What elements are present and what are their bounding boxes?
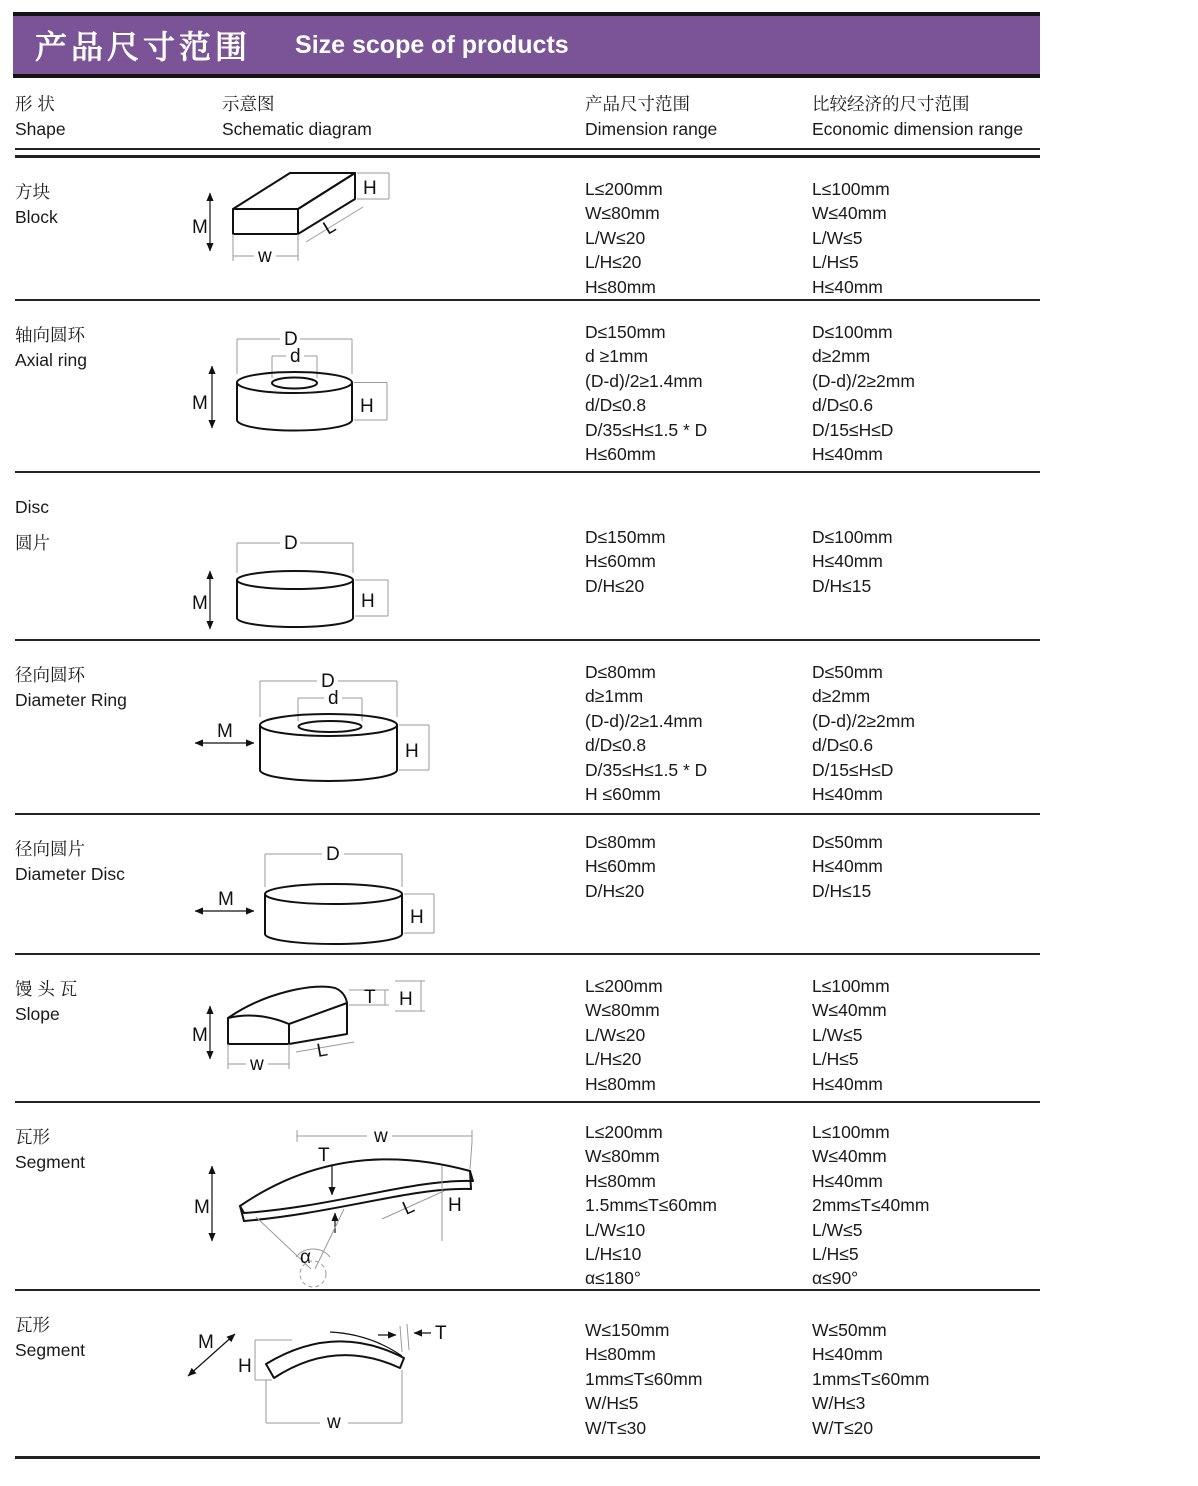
text-line: L/W≤20 xyxy=(585,1024,646,1045)
text-line: Diameter Ring xyxy=(15,690,127,710)
text-line: D/H≤15 xyxy=(812,880,872,901)
text-line: W≤40mm xyxy=(812,1146,887,1167)
text-line: H≤40mm xyxy=(812,784,883,805)
table-row-slope xyxy=(15,955,1040,1103)
text-line: 1mm≤T≤60mm xyxy=(585,1368,703,1389)
text-line: d≥2mm xyxy=(812,346,871,367)
label-M: M xyxy=(218,889,234,910)
dimension-range xyxy=(585,301,812,471)
label-D: D xyxy=(284,533,298,554)
text-line: H≤40mm xyxy=(812,551,883,572)
page-header xyxy=(13,12,1040,78)
shape-label xyxy=(15,955,222,1101)
economic-range xyxy=(812,1103,1040,1291)
text-line: W/T≤30 xyxy=(585,1417,647,1438)
label-w: w xyxy=(250,1054,264,1075)
economic-range xyxy=(812,1291,1040,1456)
text-line: α≤90° xyxy=(812,1268,859,1289)
text-line: H≤40mm xyxy=(812,1073,883,1094)
table-row-diameter-ring xyxy=(15,641,1040,815)
economic-range xyxy=(812,815,1040,953)
text-line: d/D≤0.6 xyxy=(812,395,874,416)
dimension-range xyxy=(585,473,812,639)
text-line: L/H≤10 xyxy=(585,1244,642,1265)
text-line: L/H≤20 xyxy=(585,252,642,273)
label-D: D xyxy=(321,671,335,692)
label-T: T xyxy=(364,987,376,1008)
label-M: M xyxy=(217,721,233,742)
text-line: L/H≤20 xyxy=(585,1049,642,1070)
text-line: H≤40mm xyxy=(812,276,883,297)
page-title-en: Size scope of products xyxy=(295,30,569,59)
text-line: H≤40mm xyxy=(812,856,883,877)
text-line: D≤50mm xyxy=(812,662,883,682)
text-line: H≤40mm xyxy=(812,1344,883,1365)
text-line: 1mm≤T≤60mm xyxy=(812,1368,930,1389)
table-row-disc xyxy=(15,473,1040,641)
text-line: d/D≤0.8 xyxy=(585,395,647,416)
text-line: 瓦形 xyxy=(15,1127,50,1147)
text-line: W/H≤5 xyxy=(585,1393,639,1414)
label-H: H xyxy=(360,396,374,417)
economic-range xyxy=(812,955,1040,1101)
text-line: 1.5mm≤T≤60mm xyxy=(585,1195,718,1216)
label-M: M xyxy=(192,217,208,238)
header-divider xyxy=(15,148,1040,158)
text-line: L/W≤5 xyxy=(812,1219,863,1240)
text-line: d/D≤0.6 xyxy=(812,735,874,756)
text-line: (D-d)/2≥1.4mm xyxy=(585,710,703,731)
text-line: L≤100mm xyxy=(812,1122,890,1142)
shape-label xyxy=(15,641,222,813)
text-line: H≤80mm xyxy=(585,276,656,297)
text-line: W/T≤20 xyxy=(812,1417,874,1438)
label-L: L xyxy=(315,1039,330,1062)
text-line: W≤40mm xyxy=(812,203,887,224)
label-D: D xyxy=(326,844,340,865)
text-line: L/W≤20 xyxy=(585,227,646,248)
label-d: d xyxy=(328,688,339,709)
text-line: 轴向圆环 xyxy=(15,325,85,345)
text-line: L/H≤5 xyxy=(812,1244,859,1265)
dimension-range xyxy=(585,955,812,1101)
label-M: M xyxy=(192,593,208,614)
label-H: H xyxy=(405,741,419,762)
text-line: 2mm≤T≤40mm xyxy=(812,1195,930,1216)
text-line: (D-d)/2≥2mm xyxy=(812,710,915,731)
text-line: D≤100mm xyxy=(812,322,893,342)
text-line: L≤200mm xyxy=(585,976,663,996)
text-line: L/H≤5 xyxy=(812,1049,859,1070)
table-row-segment-3d xyxy=(15,1103,1040,1291)
text-line: W≤150mm xyxy=(585,1320,670,1340)
column-header-diagram-en: Schematic diagram xyxy=(222,118,372,139)
disc-diagram xyxy=(192,473,585,639)
dimension-range xyxy=(585,1103,812,1291)
text-line: Disc xyxy=(15,497,50,517)
text-line: D≤80mm xyxy=(585,832,656,852)
shape-label xyxy=(15,815,222,953)
text-line: H≤40mm xyxy=(812,1170,883,1191)
dimension-range xyxy=(585,815,812,953)
text-line: D≤100mm xyxy=(812,527,893,547)
text-line: W≤80mm xyxy=(585,1000,660,1021)
column-header-shape xyxy=(15,92,222,141)
label-d: d xyxy=(290,346,301,367)
text-line: H≤80mm xyxy=(585,1170,656,1191)
text-line: D≤150mm xyxy=(585,322,666,342)
page-title-zh: 产品尺寸范围 xyxy=(35,29,252,65)
column-header-shape-en: Shape xyxy=(15,118,66,139)
text-line: H≤60mm xyxy=(585,444,656,465)
segment-3d-diagram xyxy=(194,1103,585,1291)
text-line: L≤200mm xyxy=(585,1122,663,1142)
dimension-range xyxy=(585,1291,812,1456)
label-H: H xyxy=(238,1356,252,1377)
text-line: D≤80mm xyxy=(585,662,656,682)
text-line: D/H≤20 xyxy=(585,575,645,596)
text-line: H≤80mm xyxy=(585,1344,656,1365)
label-T: T xyxy=(435,1323,447,1344)
diameter-disc-diagram xyxy=(218,815,585,953)
text-line: Segment xyxy=(15,1152,86,1172)
label-T: T xyxy=(318,1145,330,1166)
text-line: (D-d)/2≥2mm xyxy=(812,370,915,391)
table-row-segment-2d xyxy=(15,1291,1040,1459)
text-line: 径向圆环 xyxy=(15,665,85,685)
text-line: D/15≤H≤D xyxy=(812,419,894,440)
column-header-dimension-en: Dimension range xyxy=(585,118,718,139)
label-H: H xyxy=(363,178,377,199)
label-H: H xyxy=(399,989,413,1010)
text-line: H≤60mm xyxy=(585,856,656,877)
text-line: d≥1mm xyxy=(585,686,644,707)
diameter-ring-diagram xyxy=(217,641,585,813)
column-header-diagram-zh: 示意图 xyxy=(222,94,275,114)
table-row-block xyxy=(15,158,1040,301)
text-line: Segment xyxy=(15,1340,86,1360)
shape-label xyxy=(15,301,222,471)
label-w: w xyxy=(374,1126,388,1147)
text-line: Block xyxy=(15,207,58,227)
column-header-economic xyxy=(812,92,1040,141)
text-line: W≤40mm xyxy=(812,1000,887,1021)
column-header-dimension xyxy=(585,92,812,141)
column-header-shape-zh: 形 状 xyxy=(15,94,55,114)
economic-range xyxy=(812,473,1040,639)
label-w: w xyxy=(258,246,272,267)
text-line: Diameter Disc xyxy=(15,864,125,884)
label-M: M xyxy=(198,1332,214,1353)
text-line: 方块 xyxy=(15,182,50,202)
text-line: d/D≤0.8 xyxy=(585,735,647,756)
text-line: L/H≤5 xyxy=(812,252,859,273)
column-header-diagram xyxy=(222,92,585,141)
label-H: H xyxy=(361,591,375,612)
text-line: D≤50mm xyxy=(812,832,883,852)
text-line: H≤80mm xyxy=(585,1073,656,1094)
column-header-economic-zh: 比较经济的尺寸范围 xyxy=(812,94,970,114)
label-M: M xyxy=(194,1197,210,1218)
text-line: d≥2mm xyxy=(812,686,871,707)
label-M: M xyxy=(192,393,208,414)
label-M: M xyxy=(192,1025,208,1046)
segment-2d-diagram xyxy=(198,1291,585,1456)
dimension-range xyxy=(585,641,812,813)
label-D: D xyxy=(284,329,298,350)
text-line: H ≤60mm xyxy=(585,784,661,805)
dimension-range xyxy=(585,158,812,306)
text-line: D/15≤H≤D xyxy=(812,759,894,780)
text-line: W/H≤3 xyxy=(812,1393,866,1414)
label-H: H xyxy=(410,907,424,928)
column-header-dimension-zh: 产品尺寸范围 xyxy=(585,94,690,114)
economic-range xyxy=(812,158,1040,306)
text-line: H≤60mm xyxy=(585,551,656,572)
text-line: 径向圆片 xyxy=(15,839,85,859)
table-row-axial-ring xyxy=(15,301,1040,473)
shape-label xyxy=(15,158,222,306)
economic-range xyxy=(812,641,1040,813)
column-header-economic-en: Economic dimension range xyxy=(812,118,1024,139)
table-column-headers xyxy=(15,78,1040,141)
text-line: H≤40mm xyxy=(812,444,883,465)
slope-diagram xyxy=(192,955,585,1101)
text-line: L≤100mm xyxy=(812,179,890,199)
text-line: W≤80mm xyxy=(585,203,660,224)
text-line: 圆片 xyxy=(15,533,50,553)
text-line: Slope xyxy=(15,1004,60,1024)
text-line: 馒 头 瓦 xyxy=(15,979,78,999)
text-line: D≤150mm xyxy=(585,527,666,547)
economic-range xyxy=(812,301,1040,471)
label-L: L xyxy=(319,215,340,240)
text-line: d ≥1mm xyxy=(585,346,649,367)
text-line: α≤180° xyxy=(585,1268,641,1289)
text-line: L/W≤10 xyxy=(585,1219,646,1240)
shape-label xyxy=(15,1103,222,1291)
shape-label xyxy=(15,473,222,639)
label-alpha: α xyxy=(300,1247,311,1268)
text-line: D/H≤15 xyxy=(812,575,872,596)
text-line: D/H≤20 xyxy=(585,880,645,901)
label-H: H xyxy=(448,1195,462,1216)
text-line: L≤100mm xyxy=(812,976,890,996)
text-line: Axial ring xyxy=(15,350,87,370)
text-line: D/35≤H≤1.5 * D xyxy=(585,419,708,440)
label-L: L xyxy=(399,1196,418,1220)
label-w: w xyxy=(327,1412,341,1433)
block-diagram xyxy=(192,158,585,306)
table-row-diameter-disc xyxy=(15,815,1040,955)
text-line: (D-d)/2≥1.4mm xyxy=(585,370,703,391)
text-line: 瓦形 xyxy=(15,1315,50,1335)
text-line: W≤50mm xyxy=(812,1320,887,1340)
text-line: L≤200mm xyxy=(585,179,663,199)
text-line: L/W≤5 xyxy=(812,1024,863,1045)
text-line: L/W≤5 xyxy=(812,227,863,248)
text-line: D/35≤H≤1.5 * D xyxy=(585,759,708,780)
axial-ring-diagram xyxy=(192,301,585,471)
text-line: W≤80mm xyxy=(585,1146,660,1167)
